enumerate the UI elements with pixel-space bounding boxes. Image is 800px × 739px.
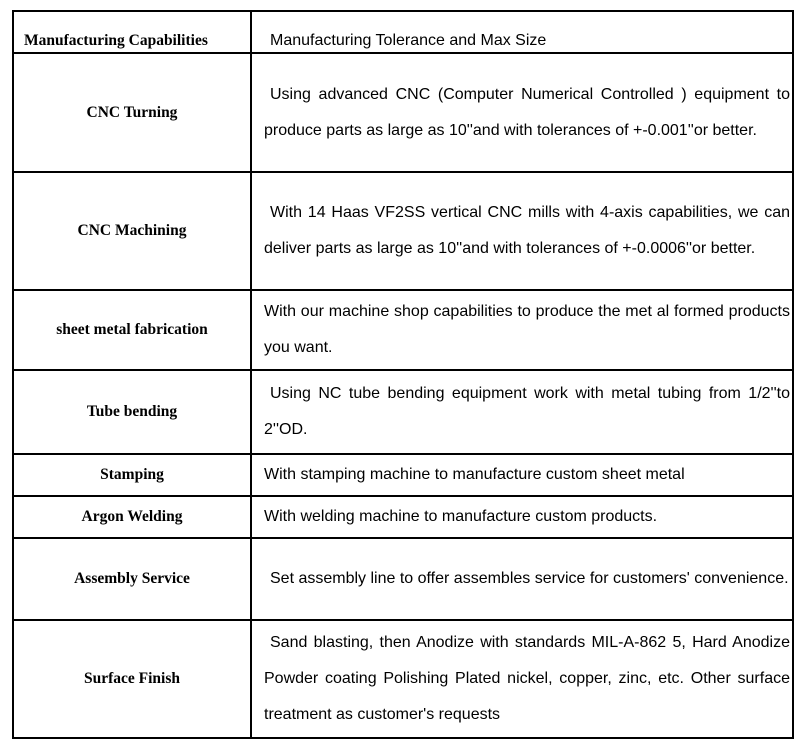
capability-name: Tube bending — [13, 370, 251, 454]
table-header-row — [13, 11, 793, 53]
capability-name: CNC Machining — [13, 172, 251, 290]
capability-description: Sand blasting, then Anodize with standards MIL-A-862 5, Hard Anodize Powder coating Polishing Plated nickel, copper, zinc, etc. Other surface treatment as customer's requests — [251, 620, 793, 738]
table-row — [13, 538, 793, 620]
capability-name: Argon Welding — [13, 496, 251, 538]
capability-description: Using NC tube bending equipment work with metal tubing from 1/2''to 2''OD. — [251, 370, 793, 454]
capability-name: Stamping — [13, 454, 251, 496]
table-row — [13, 370, 793, 454]
capabilities-table — [12, 10, 794, 739]
header-capabilities: Manufacturing Capabilities — [13, 11, 251, 53]
table-row — [13, 496, 793, 538]
header-tolerance: Manufacturing Tolerance and Max Size — [251, 11, 793, 53]
table-row — [13, 620, 793, 738]
capability-name: CNC Turning — [13, 53, 251, 172]
capability-description: With our machine shop capabilities to produce the met al formed products you want. — [251, 290, 793, 370]
capability-description: With 14 Haas VF2SS vertical CNC mills with 4-axis capabilities, we can deliver parts as large as 10''and with tolerances of +-0.0006''or better. — [251, 172, 793, 290]
capability-name: sheet metal fabrication — [13, 290, 251, 370]
capability-description: With welding machine to manufacture custom products. — [251, 496, 793, 538]
table-row — [13, 53, 793, 172]
capability-description: Using advanced CNC (Computer Numerical Controlled ) equipment to produce parts as large as 10''and with tolerances of +-0.001''or better. — [251, 53, 793, 172]
capability-name: Assembly Service — [13, 538, 251, 620]
capability-name: Surface Finish — [13, 620, 251, 738]
capability-description: Set assembly line to offer assembles service for customers' convenience. — [251, 538, 793, 620]
capability-description: With stamping machine to manufacture custom sheet metal — [251, 454, 793, 496]
table-row — [13, 454, 793, 496]
table-row — [13, 172, 793, 290]
table-row — [13, 290, 793, 370]
